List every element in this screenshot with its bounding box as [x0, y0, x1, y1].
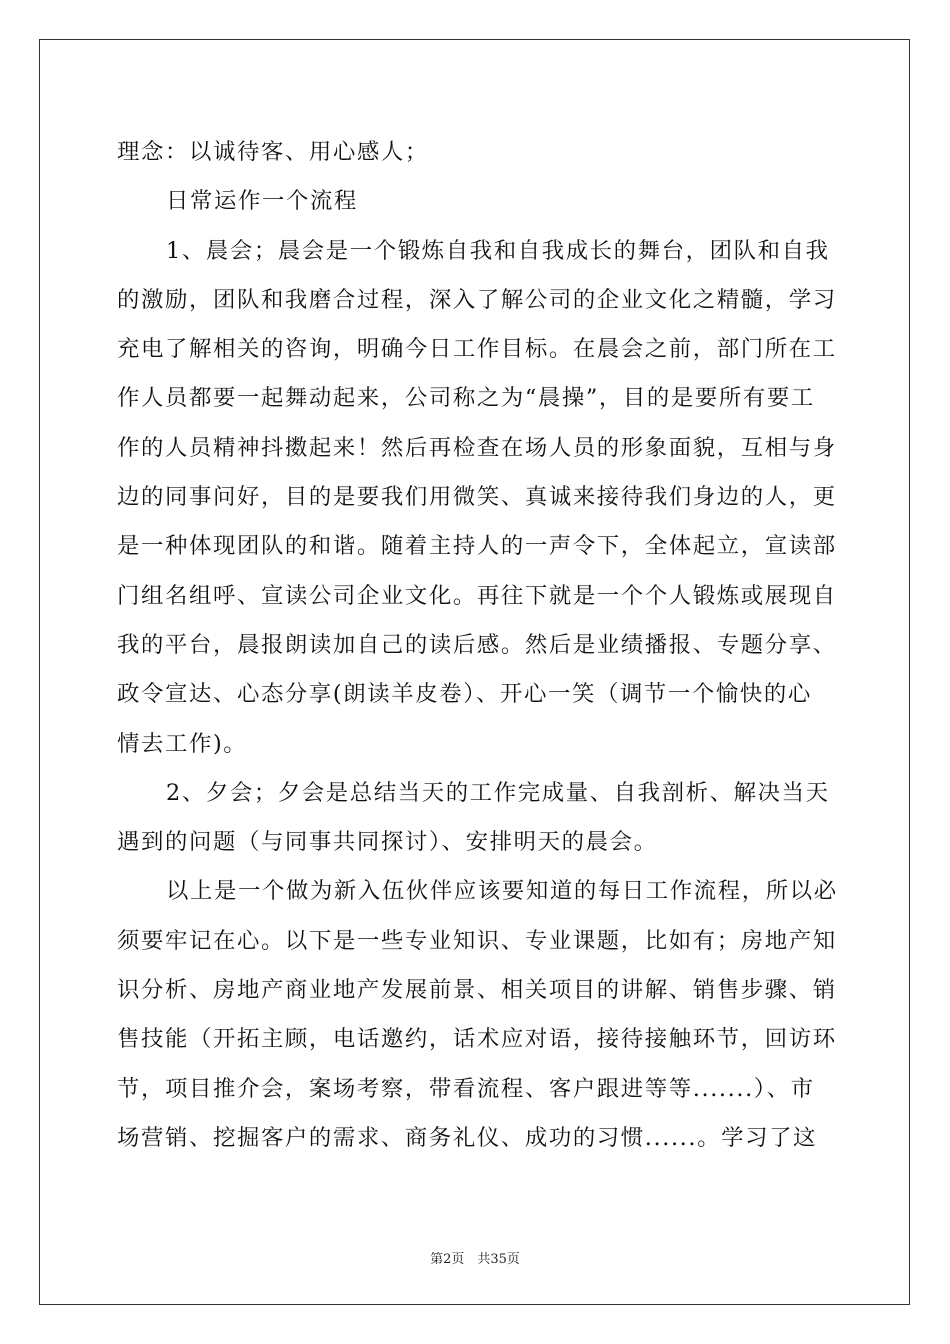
- text-line-21: 场营销、挖掘客户的需求、商务礼仪、成功的习惯......。学习了这: [117, 1124, 818, 1151]
- text-line-4: 的激励，团队和我磨合过程，深入了解公司的企业文化之精髓，学习: [117, 286, 837, 313]
- text-line-10: 门组名组呼、宣读公司企业文化。再往下就是一个个人锻炼或展现自: [117, 582, 837, 609]
- text-line-1: 理念：以诚待客、用心感人；: [117, 139, 429, 165]
- text-line-17: 须要牢记在心。以下是一些专业知识、专业课题，比如有；房地产知: [117, 927, 837, 954]
- document-body: [117, 128, 838, 1163]
- text-line-2: 日常运作一个流程: [166, 188, 358, 215]
- text-line-5: 充电了解相关的咨询，明确今日工作目标。在晨会之前，部门所在工: [117, 336, 837, 363]
- text-line-11: 我的平台，晨报朗读加自己的读后感。然后是业绩播报、专题分享、: [117, 631, 837, 658]
- text-line-19: 售技能（开拓主顾，电话邀约，话术应对语，接待接触环节，回访环: [117, 1026, 837, 1053]
- text-line-18: 识分析、房地产商业地产发展前景、相关项目的讲解、销售步骤、销: [117, 977, 837, 1004]
- text-line-15: 遇到的问题（与同事共同探讨）、安排明天的晨会。: [117, 829, 658, 856]
- text-line-14: 2、夕会；夕会是总结当天的工作完成量、自我剖析、解决当天: [166, 779, 830, 806]
- text-line-16: 以上是一个做为新入伍伙伴应该要知道的每日工作流程，所以必: [166, 878, 838, 905]
- text-line-3: 1、晨会；晨会是一个锻炼自我和自我成长的舞台，团队和自我: [166, 237, 830, 264]
- text-line-12: 政令宣达、心态分享(朗读羊皮卷）、开心一笑（调节一个愉快的心: [117, 681, 812, 708]
- page-number-footer: 第2页 共35页: [430, 1252, 520, 1267]
- text-line-6: 作人员都要一起舞动起来，公司称之为“晨操”，目的是要所有要工: [117, 385, 815, 412]
- text-line-20: 节，项目推介会，案场考察，带看流程、客户跟进等等.......）、市: [117, 1075, 815, 1102]
- text-line-8: 边的同事问好，目的是要我们用微笑、真诚来接待我们身边的人，更: [117, 484, 837, 511]
- text-line-13: 情去工作)。: [117, 730, 248, 757]
- text-line-9: 是一种体现团队的和谐。随着主持人的一声令下，全体起立，宣读部: [117, 533, 837, 560]
- text-line-7: 作的人员精神抖擞起来！然后再检查在场人员的形象面貌，互相与身: [117, 434, 837, 461]
